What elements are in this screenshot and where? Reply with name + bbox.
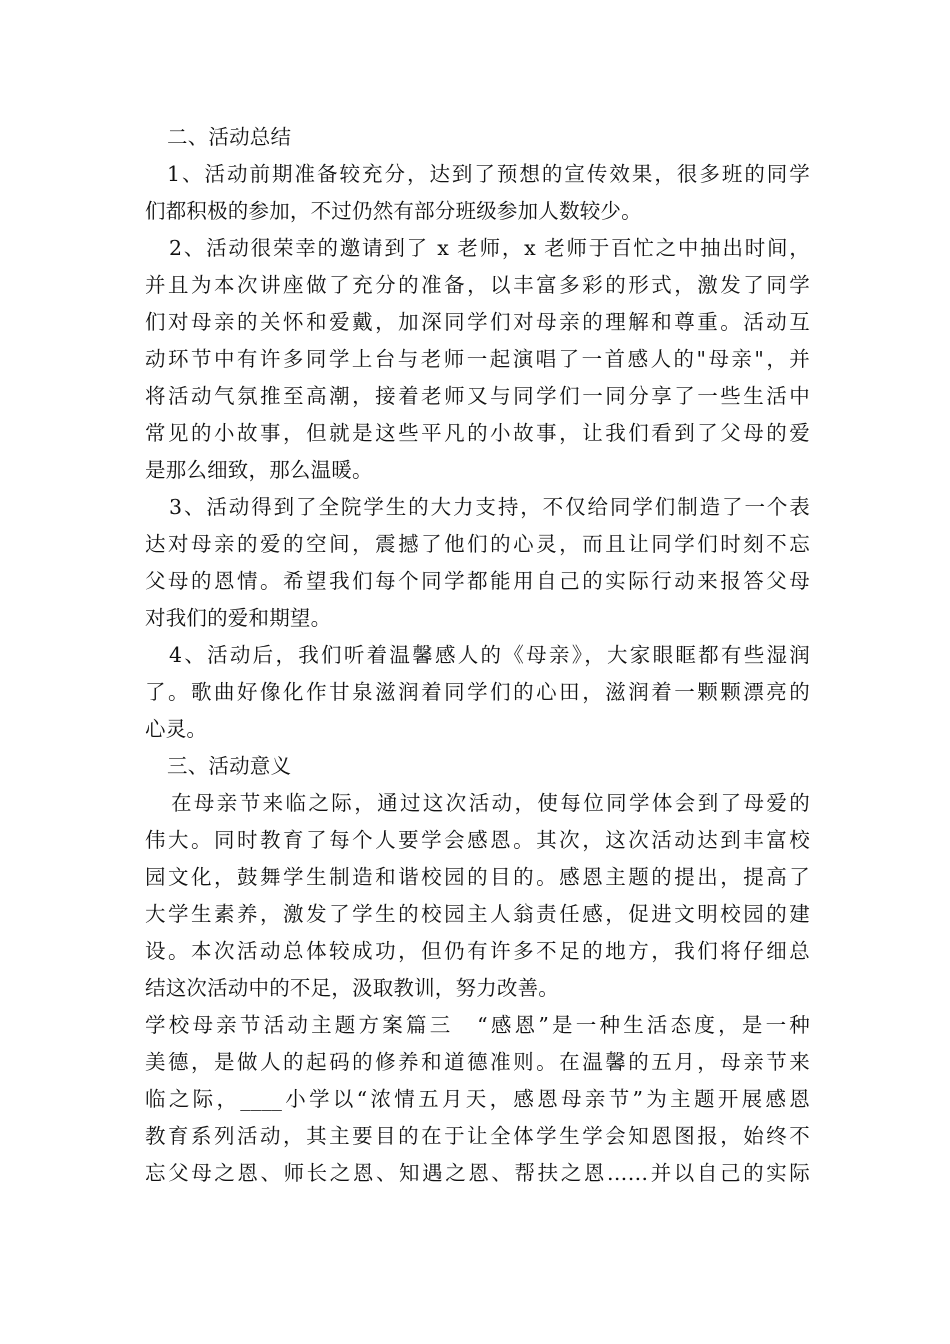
text-line: 们对母亲的关怀和爱戴，加深同学们对母亲的理解和尊重。活动互 bbox=[145, 310, 810, 334]
text-line: 常见的小故事，但就是这些平凡的小故事，让我们看到了父母的爱 bbox=[145, 421, 810, 445]
text-line: 大学生素养，激发了学生的校园主人翁责任感，促进文明校园的建 bbox=[145, 902, 810, 926]
text-line: 学校母亲节活动主题方案篇三 “感恩”是一种生活态度，是一种 bbox=[145, 1013, 810, 1037]
text-line: 心灵。 bbox=[145, 717, 208, 741]
text-line: 在母亲节来临之际，通过这次活动，使每位同学体会到了母爱的 bbox=[171, 791, 810, 815]
text-line: 了。歌曲好像化作甘泉滋润着同学们的心田，滋润着一颗颗漂亮的 bbox=[145, 680, 810, 704]
text-line: 动环节中有许多同学上台与老师一起演唱了一首感人的"母亲"，并 bbox=[145, 347, 810, 371]
text-line: 教育系列活动，其主要目的在于让全体学生学会知恩图报，始终不 bbox=[145, 1124, 810, 1148]
text-line: 并且为本次讲座做了充分的准备，以丰富多彩的形式，激发了同学 bbox=[145, 273, 810, 297]
section-heading-summary: 二、活动总结 bbox=[167, 125, 292, 149]
text-line: 园文化，鼓舞学生制造和谐校园的目的。感恩主题的提出，提高了 bbox=[145, 865, 810, 889]
text-line: 美德，是做人的起码的修养和道德准则。在温馨的五月，母亲节来 bbox=[145, 1050, 810, 1074]
text-line: 设。本次活动总体较成功，但仍有许多不足的地方，我们将仔细总 bbox=[145, 939, 810, 963]
text-line: 伟大。同时教育了每个人要学会感恩。其次，这次活动达到丰富校 bbox=[145, 828, 810, 852]
text-line: 4、活动后，我们听着温馨感人的《母亲》，大家眼眶都有些湿润 bbox=[169, 643, 810, 667]
text-line: 3、活动得到了全院学生的大力支持，不仅给同学们制造了一个表 bbox=[169, 495, 810, 519]
text-line: 临之际，____小学以“浓情五月天，感恩母亲节”为主题开展感恩 bbox=[145, 1087, 810, 1111]
section-heading-significance: 三、活动意义 bbox=[167, 754, 292, 778]
text-line: 达对母亲的爱的空间，震撼了他们的心灵，而且让同学们时刻不忘 bbox=[145, 532, 810, 556]
text-line: 是那么细致，那么温暖。 bbox=[145, 458, 373, 482]
text-line: 们都积极的参加，不过仍然有部分班级参加人数较少。 bbox=[145, 199, 642, 223]
text-line: 结这次活动中的不足，汲取教训，努力改善。 bbox=[145, 976, 559, 1000]
text-line: 将活动气氛推至高潮，接着老师又与同学们一同分享了一些生活中 bbox=[145, 384, 810, 408]
text-line: 2、活动很荣幸的邀请到了 x 老师，x 老师于百忙之中抽出时间， bbox=[169, 236, 810, 260]
text-line: 1、活动前期准备较充分，达到了预想的宣传效果，很多班的同学 bbox=[167, 162, 810, 186]
document-page bbox=[145, 119, 810, 1192]
text-line: 忘父母之恩、师长之恩、知遇之恩、帮扶之恩……并以自己的实际 bbox=[145, 1161, 810, 1185]
text-line: 父母的恩情。希望我们每个同学都能用自己的实际行动来报答父母 bbox=[145, 569, 810, 593]
text-line: 对我们的爱和期望。 bbox=[145, 606, 332, 630]
